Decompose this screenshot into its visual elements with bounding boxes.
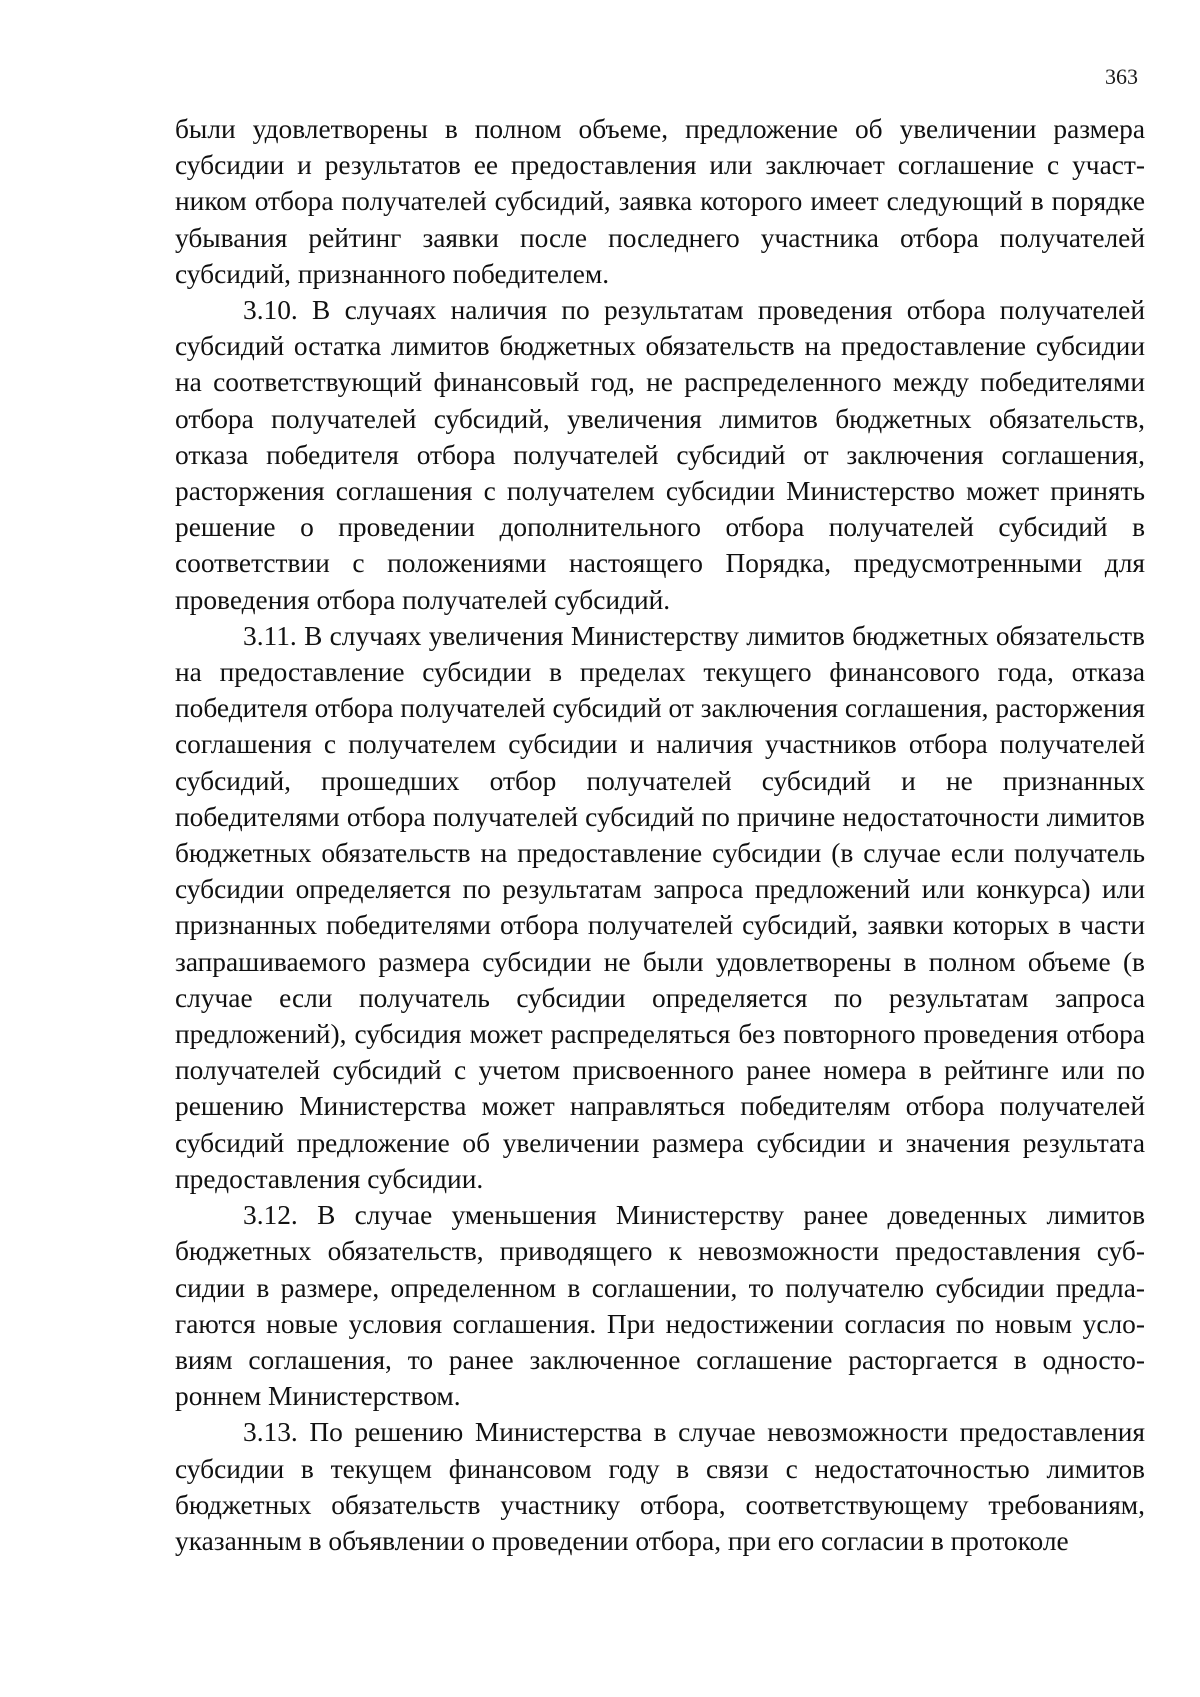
paragraph-3-12: 3.12. В случае уменьшения Министерству ранее доведенных лимитов бюджетных обязательств, приводящего к невозможности предоставления субсидии в размере, определенном в соглашении, то получателю субсидии предлагаются новые условия соглашения. При недостижении согласия по новым условиям соглашения, то ранее заключенное соглашение расторгается в одностороннем Министерством. [175, 1200, 1145, 1412]
document-body [175, 111, 1145, 1559]
paragraph-3-13: 3.13. По решению Министерства в случае невозможности предоставления субсидии в текущем финансовом году в связи с недостаточностью лимитов бюджетных обязательств участнику отбора, соответствующему требованиям, указанным в объявлении о проведении отбора, при его согласии в протоколе [175, 1417, 1145, 1556]
paragraph-3-10: 3.10. В случаях наличия по результатам проведения отбора получателей субсидий остатка лимитов бюджетных обязательств на предоставление субсидии на соответствующий финансовый год, не распределенного между победителями отбора получателей субсидий, увеличения лимитов бюджетных обязательств, отказа победителя отбора получателей субсидий от заключения соглашения, расторжения соглашения с получателем субсидии Министерство может принять решение о проведении дополнительного отбора получателей субсидий в соответствии с положениями настоящего Порядка, предусмотренными для проведения отбора получателей субсидий. [175, 295, 1145, 615]
page-number: 363 [1105, 64, 1138, 89]
paragraph-3-11: 3.11. В случаях увеличения Министерству лимитов бюджетных обязательств на предоставление субсидии в пределах текущего финансового года, отказа победителя отбора получателей субсидий от заключения соглашения, расторжения соглашения с получателем субсидии и наличия участников отбора получателей субсидий, прошедших отбор получателей субсидий и не признанных победителями отбора получателей субсидий по причине недостаточности лимитов бюджетных обязательств на предоставление субсидии (в случае если получатель субсидии определяется по результатам запроса предложений или конкурса) или признанных победителями отбора получателей субсидий, заявки которых в части запрашиваемого размера субсидии не были удовлетворены в полном объеме (в случае если получатель субсидии определяется по результатам запроса предложений), субсидия может распределяться без повторного проведения отбора получателей субсидий с учетом присвоенного ранее номера в рейтинге или по решению Министерства может направляться победителям отбора получателей субсидий предложение об увеличении размера субсидии и значения результата предоставления субсидии. [175, 620, 1145, 1194]
paragraph-continuation: были удовлетворены в полном объеме, предложение об увеличении размера субсидии и результатов ее предоставления или заключает соглашение с участником отбора получателей субсидий, заявка которого имеет следующий в порядке убывания рейтинг заявки после последнего участника отбора получателей субсидий, признанного победителем. [175, 114, 1145, 289]
